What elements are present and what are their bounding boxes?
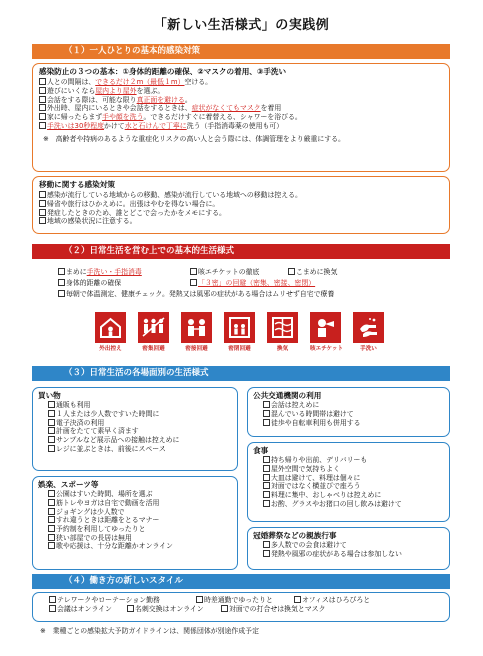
checkbox[interactable] [39, 87, 46, 94]
checkbox[interactable] [263, 401, 270, 408]
list-item: １人または少人数ですいた時間に [38, 410, 232, 419]
shopping-box [32, 387, 238, 471]
checkbox[interactable] [58, 290, 65, 297]
section-3-banner: （３）日常生活の各場面別の生活様式 [32, 366, 450, 381]
checkbox[interactable] [48, 516, 55, 523]
list-item: 予約制を利用してゆったりと [38, 525, 232, 534]
checkbox[interactable] [48, 534, 55, 541]
list-item: 会話をする際は、可能な限り真正面を避ける。 [39, 96, 443, 105]
list-item: 遊びにいくなら屋内より屋外を選ぶ。 [39, 87, 443, 96]
travel-measures-box [32, 176, 450, 234]
checkbox[interactable] [39, 200, 46, 207]
crowd-avoidance-icon [138, 312, 169, 343]
list-item: 発症したときのため、誰とどこで会ったかをメモにする。 [39, 209, 443, 218]
checkbox[interactable] [39, 113, 46, 120]
checkbox[interactable] [294, 596, 301, 603]
work-row-2: 会議はオンライン 名刺交換はオンライン 対面での打合せは換気とマスク [49, 605, 433, 614]
checkbox[interactable] [263, 465, 270, 472]
checkbox[interactable] [48, 490, 55, 497]
list-item: すれ違うときは距離をとるマナー [38, 516, 232, 525]
list-item: 家に帰ったらまず手や顔を洗う。できるだけすぐに着替える、シャワーを浴びる。 [39, 113, 443, 122]
checkbox[interactable] [48, 419, 55, 426]
checkbox[interactable] [263, 500, 270, 507]
checkbox[interactable] [48, 445, 55, 452]
list-item: 帰省や旅行はひかえめに。出張はやむを得ない場合に。 [39, 200, 443, 209]
footnote: ※ 業種ごとの感染拡大予防ガイドラインは、関係団体が別途作成予定 [40, 627, 259, 635]
outing-restraint-icon [95, 312, 126, 343]
checkbox[interactable] [48, 525, 55, 532]
list-item: 会話は控えめに [253, 401, 444, 410]
list-item: 公園はすいた時間、場所を選ぶ [38, 490, 232, 499]
checkbox[interactable] [48, 410, 55, 417]
checkbox[interactable] [263, 474, 270, 481]
checkbox[interactable] [48, 508, 55, 515]
pictogram-cough: 咳エチケット [310, 312, 341, 353]
pictogram-outing: 外出控え [95, 312, 126, 353]
section-4-banner: （４）働き方の新しいスタイル [32, 574, 450, 589]
checkbox[interactable] [48, 542, 55, 549]
checkbox[interactable] [39, 191, 46, 198]
checkbox[interactable] [39, 209, 46, 216]
meal-heading: 食事 [253, 446, 269, 455]
pictogram-closed: 密閉回避 [224, 312, 255, 353]
elderly-note: ※ 高齢者や持病のあるような重症化リスクの高い人と会う際には、体調管理をより厳重にする。 [43, 135, 345, 144]
list-item: 手洗いは30秒程度かけて水と石けんで丁寧に洗う（手指消毒薬の使用も可） [39, 122, 443, 131]
list-item: 地域の感染状況に注意する。 [39, 217, 443, 226]
list-item: 持ち帰りや出前、デリバリーも [253, 456, 444, 465]
checkbox[interactable] [48, 427, 55, 434]
list-item: 人との間隔は、できるだけ２m（最低１m）空ける。 [39, 78, 443, 87]
list-item: 料理に集中、おしゃべりは控えめに [253, 491, 444, 500]
pictogram-ventilation: 換気 [267, 312, 298, 353]
leisure-box [32, 476, 238, 570]
list-item: 筋トレやヨガは自宅で動画を活用 [38, 499, 232, 508]
close-contact-avoidance-icon [181, 312, 212, 343]
list-item: 大皿は避けて、料理は個々に [253, 474, 444, 483]
checkbox[interactable] [263, 491, 270, 498]
checkbox[interactable] [263, 410, 270, 417]
checkbox[interactable] [39, 217, 46, 224]
checkbox[interactable] [39, 122, 46, 129]
checkbox[interactable] [263, 550, 270, 557]
list-item: 電子決済の利用 [38, 419, 232, 428]
shopping-heading: 買い物 [38, 391, 61, 400]
list-item: レジに並ぶときは、前後にスペース [38, 445, 232, 454]
checkbox[interactable] [127, 605, 134, 612]
checkbox[interactable] [263, 419, 270, 426]
transit-heading: 公共交通機関の利用 [253, 391, 322, 400]
list-item: 対面ではなく横並びで座ろう [253, 482, 444, 491]
checkbox[interactable] [39, 78, 46, 85]
checkbox[interactable] [39, 104, 46, 111]
daily-row-2: 身体的距離の確保 「３密」の回避（密集、密接、密閉） [58, 279, 315, 288]
list-item: お酌、グラスやお猪口の回し飲みは避けて [253, 500, 444, 509]
list-item: 計画をたてて素早く済ます [38, 427, 232, 436]
list-item: 歌や応援は、十分な距離かオンライン [38, 542, 232, 551]
checkbox[interactable] [196, 596, 203, 603]
checkbox[interactable] [263, 482, 270, 489]
cough-etiquette-icon [310, 312, 341, 343]
list-item: 徒歩や自転車利用も併用する [253, 419, 444, 428]
checkbox[interactable] [263, 456, 270, 463]
list-item: 発熱や風邪の症状がある場合は参加しない [253, 550, 444, 559]
checkbox[interactable] [190, 268, 197, 275]
checkbox[interactable] [39, 96, 46, 103]
list-item: 狭い部屋での長居は無用 [38, 534, 232, 543]
list-item: サンプルなど展示品への接触は控えめに [38, 436, 232, 445]
list-item: 多人数での会食は避けて [253, 541, 444, 550]
list-item: ジョギングは少人数で [38, 508, 232, 517]
transit-box [247, 387, 450, 437]
meal-box [247, 442, 450, 522]
work-style-box [32, 592, 450, 622]
leisure-heading: 娯楽、スポーツ等 [38, 480, 99, 489]
daily-row-1: まめに手洗い・手指消毒 咳エチケットの徹底 こまめに換気 [58, 268, 337, 277]
travel-measures-heading: 移動に関する感染対策 [39, 180, 115, 189]
work-row-1: テレワークやローテーション勤務 時差通勤でゆったりと オフィスはひろびろと [49, 596, 433, 605]
checkbox[interactable] [190, 279, 197, 286]
closed-space-avoidance-icon [224, 312, 255, 343]
checkbox[interactable] [48, 401, 55, 408]
section-2-banner: （２）日常生活を営む上での基本的生活様式 [32, 244, 450, 259]
section-1-banner: （１）一人ひとりの基本的感染対策 [32, 44, 450, 59]
checkbox[interactable] [288, 268, 295, 275]
checkbox[interactable] [58, 268, 65, 275]
list-item: 通販も利用 [38, 401, 232, 410]
pictogram-crowd: 密集回避 [138, 312, 169, 353]
list-item: 外出時、屋内にいるときや会話をするときは、症状がなくてもマスクを着用 [39, 104, 443, 113]
checkbox[interactable] [49, 596, 56, 603]
basic-measures-heading: 感染防止の３つの基本：①身体的距離の確保、②マスクの着用、③手洗い [39, 67, 287, 76]
checkbox[interactable] [58, 279, 65, 286]
list-item: 屋外空間で気持ちよく [253, 465, 444, 474]
basic-measures-box [32, 63, 450, 172]
ventilation-icon [267, 312, 298, 343]
checkbox[interactable] [221, 605, 228, 612]
checkbox[interactable] [48, 436, 55, 443]
pictogram-handwash: 手洗い [353, 312, 384, 353]
checkbox[interactable] [48, 499, 55, 506]
checkbox[interactable] [49, 605, 56, 612]
pictogram-contact: 密接回避 [181, 312, 212, 353]
handwashing-icon [353, 312, 384, 343]
daily-row-3: 毎朝で体温測定、健康チェック。発熱又は風邪の症状がある場合はムリせず自宅で療養 [58, 290, 334, 299]
list-item: 混んでいる時間帯は避けて [253, 410, 444, 419]
ceremony-heading: 冠婚葬祭などの親族行事 [253, 531, 337, 540]
page-title: 「新しい生活様式」の実践例 [153, 18, 330, 33]
checkbox[interactable] [263, 541, 270, 548]
list-item: 感染が流行している地域からの移動、感染が流行している地域への移動は控える。 [39, 191, 443, 200]
ceremony-box [247, 527, 450, 570]
